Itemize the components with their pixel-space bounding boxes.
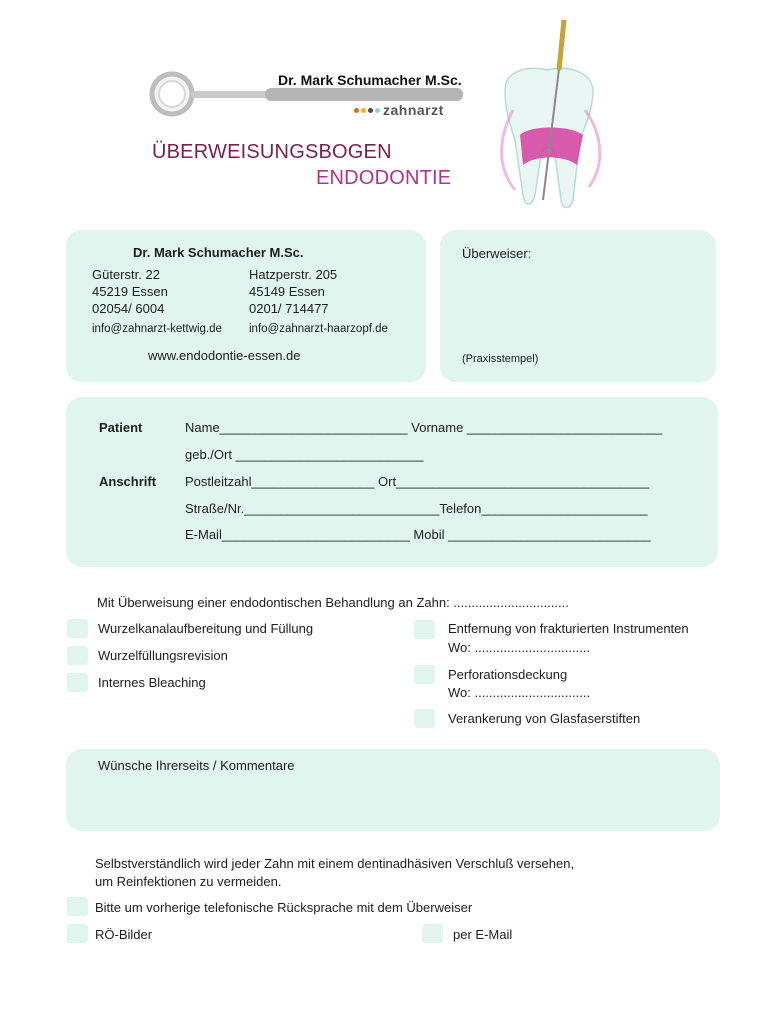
treatment-intro: Mit Überweisung einer endodontischen Behandlung an Zahn: ................................ <box>97 595 569 610</box>
brand-dot <box>361 108 366 113</box>
sealing-note-line2: um Reinfektionen zu vermeiden. <box>95 874 282 889</box>
option-fiber-posts: Verankerung von Glasfaserstiften <box>448 711 641 726</box>
checkbox-by-email[interactable] <box>422 924 443 943</box>
tooth-icon <box>485 15 610 215</box>
brand-dot <box>354 108 359 113</box>
patient-email-field[interactable]: E-Mail__________________________ Mobil ____________________________ <box>185 527 651 542</box>
checkbox-revision[interactable] <box>67 646 88 665</box>
brand-dot <box>375 108 380 113</box>
sealing-note-line1: Selbstverständlich wird jeder Zahn mit einem dentinadhäsiven Verschluß versehen, <box>95 856 575 871</box>
option-perforation: Perforationsdeckung <box>448 667 568 682</box>
address-right-email: info@zahnarzt-haarzopf.de <box>249 323 388 335</box>
option-xray: RÖ-Bilder <box>95 927 153 942</box>
comments-label: Wünsche Ihrerseits / Kommentare <box>98 758 295 773</box>
address-right-phone: 0201/ 714477 <box>249 301 329 316</box>
perforation-location[interactable]: Wo: ................................ <box>448 685 591 700</box>
doctor-name: Dr. Mark Schumacher M.Sc. <box>278 72 462 88</box>
form-subtitle: ENDODONTIE <box>316 167 452 189</box>
patient-birth-field[interactable]: geb./Ort __________________________ <box>185 447 424 462</box>
referrer-label: Überweiser: <box>462 246 532 261</box>
patient-street-field[interactable]: Straße/Nr.___________________________Telefon_______________________ <box>185 501 648 516</box>
option-bleaching: Internes Bleaching <box>98 675 206 690</box>
option-instrument-removal: Entfernung von frakturierten Instrumenten <box>448 621 689 636</box>
address-left-phone: 02054/ 6004 <box>92 301 165 316</box>
checkbox-bleaching[interactable] <box>67 673 88 692</box>
checkbox-callback[interactable] <box>67 897 88 916</box>
instrument-removal-location[interactable]: Wo: ................................ <box>448 640 591 655</box>
brand-word: zahnarzt <box>383 102 444 118</box>
address-left-email: info@zahnarzt-kettwig.de <box>92 323 222 335</box>
option-by-email: per E-Mail <box>453 927 513 942</box>
stamp-hint: (Praxisstempel) <box>462 353 539 365</box>
brand-dot <box>368 108 373 113</box>
address-right-street: Hatzperstr. 205 <box>249 267 338 282</box>
option-root-canal: Wurzelkanalaufbereitung und Füllung <box>98 621 314 636</box>
checkbox-fiber-posts[interactable] <box>414 709 435 728</box>
option-callback: Bitte um vorherige telefonische Rücksprache mit dem Überweiser <box>95 900 473 915</box>
checkbox-perforation[interactable] <box>414 665 435 684</box>
form-title: ÜBERWEISUNGSBOGEN <box>152 141 392 163</box>
patient-section-label: Patient <box>99 420 143 435</box>
checkbox-instrument-removal[interactable] <box>414 620 435 639</box>
address-section-label: Anschrift <box>99 474 157 489</box>
practice-name: Dr. Mark Schumacher M.Sc. <box>133 245 304 260</box>
option-revision: Wurzelfüllungsrevision <box>98 648 228 663</box>
address-left-street: Güterstr. 22 <box>92 267 160 282</box>
patient-postal-field[interactable]: Postleitzahl_________________ Ort___________________________________ <box>185 474 650 489</box>
practice-website: www.endodontie-essen.de <box>148 348 301 363</box>
address-right-city: 45149 Essen <box>249 284 325 299</box>
checkbox-root-canal[interactable] <box>67 619 88 638</box>
address-left-city: 45219 Essen <box>92 284 168 299</box>
patient-name-field[interactable]: Name__________________________ Vorname ___________________________ <box>185 420 663 435</box>
checkbox-xray[interactable] <box>67 924 88 943</box>
